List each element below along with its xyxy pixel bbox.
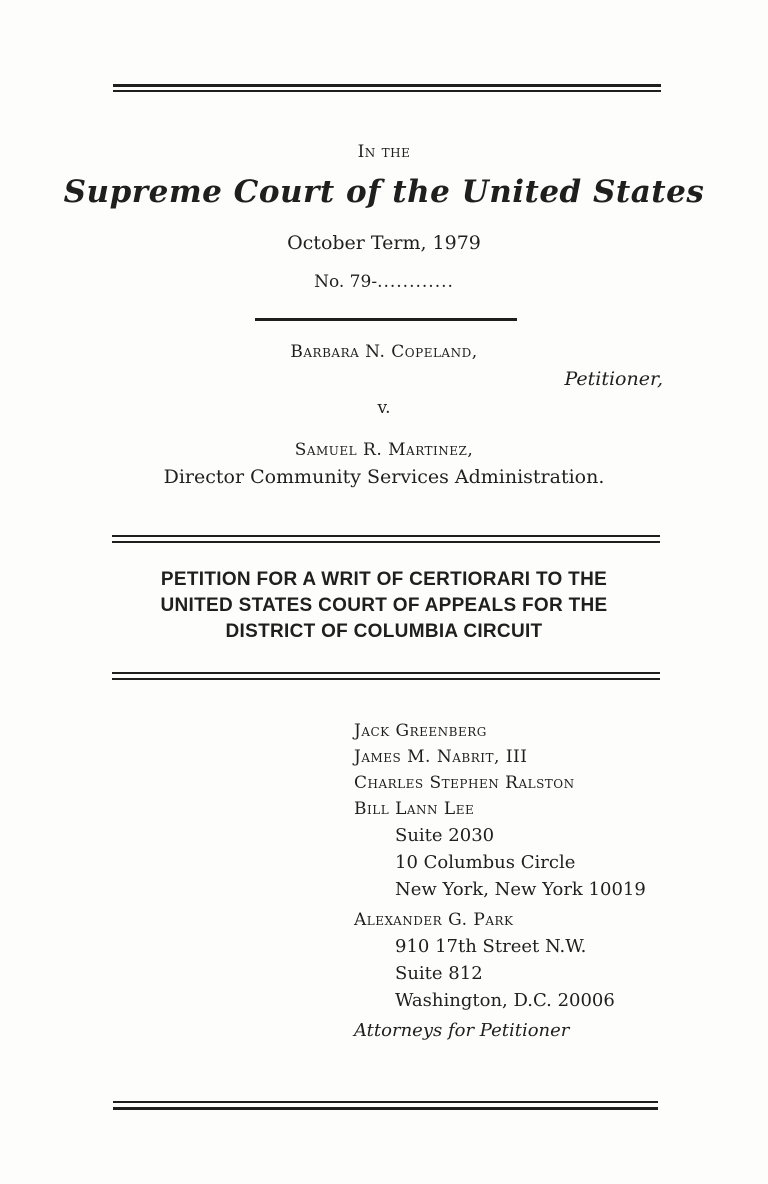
term-line: October Term, 1979 bbox=[287, 232, 481, 254]
respondent-name: Samuel R. Martinez, bbox=[294, 440, 474, 460]
petitioner-role: Petitioner, bbox=[564, 368, 663, 390]
middle-double-rule-2 bbox=[112, 672, 660, 682]
top-double-rule bbox=[113, 84, 661, 94]
docket-prefix: No. 79- bbox=[314, 272, 378, 292]
counsel-block bbox=[354, 718, 674, 1046]
address-line: New York, New York 10019 bbox=[395, 879, 646, 900]
bottom-double-rule bbox=[113, 1101, 658, 1111]
address-line: Suite 812 bbox=[395, 963, 483, 984]
court-name: Supreme Court of the United States bbox=[63, 174, 705, 210]
short-rule bbox=[255, 318, 517, 321]
petitioner-name: Barbara N. Copeland, bbox=[290, 342, 478, 362]
attorney-name: James M. Nabrit, III bbox=[354, 747, 528, 767]
middle-double-rule-1 bbox=[112, 535, 660, 545]
versus: v. bbox=[377, 398, 391, 418]
petition-title-line: UNITED STATES COURT OF APPEALS FOR THE bbox=[160, 595, 608, 616]
address-line: Washington, D.C. 20006 bbox=[395, 990, 615, 1011]
petition-title-line: PETITION FOR A WRIT OF CERTIORARI TO THE bbox=[160, 569, 608, 590]
attorney-name: Bill Lann Lee bbox=[354, 799, 475, 819]
in-the-heading: In the bbox=[357, 142, 411, 162]
petition-title bbox=[0, 567, 768, 645]
attorney-name: Charles Stephen Ralston bbox=[354, 773, 575, 793]
petition-title-line: DISTRICT OF COLUMBIA CIRCUIT bbox=[225, 621, 543, 642]
address-line: Suite 2030 bbox=[395, 825, 495, 846]
address-line: 10 Columbus Circle bbox=[395, 852, 576, 873]
attorneys-for-petitioner: Attorneys for Petitioner bbox=[354, 1020, 570, 1041]
address-line: 910 17th Street N.W. bbox=[395, 936, 587, 957]
respondent-title: Director Community Services Administration. bbox=[163, 466, 605, 488]
docket-number bbox=[0, 272, 768, 292]
docket-blank: ............ bbox=[377, 272, 454, 292]
attorney-name: Jack Greenberg bbox=[354, 721, 487, 741]
attorney-name: Alexander G. Park bbox=[354, 910, 514, 930]
